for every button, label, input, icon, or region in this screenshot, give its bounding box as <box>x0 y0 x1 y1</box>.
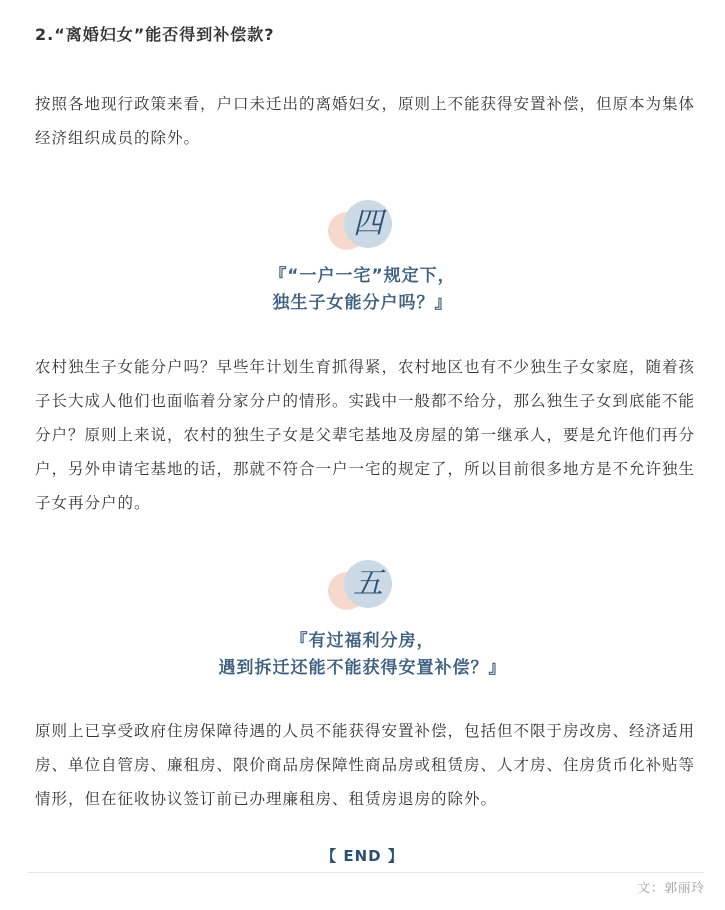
end-mark: 【 END 】 <box>321 847 404 865</box>
section-5-title-line2: 遇到拆迁还能不能获得安置补偿？』 <box>218 658 507 678</box>
section-4-number: 四 <box>353 206 383 241</box>
section-5-paragraph: 原则上已享受政府住房保障待遇的人员不能获得安置补偿，包括但不限于房改房、经济适用房、单位自管房、廉租房、限价商品房保障性商品房或租赁房、人才房、住房货币化补贴等情形，但在征收协议签订前已办理廉租房、租赁房退房的除外。 <box>35 722 696 808</box>
section-5-title-line1: 『有过福利分房， <box>290 631 435 651</box>
section-4-title-line2: 独生子女能分户吗？』 <box>272 293 453 313</box>
section-5-number: 五 <box>353 566 383 601</box>
footer-divider <box>28 872 704 873</box>
section-4-title <box>0 263 725 317</box>
section-5-title <box>0 628 725 682</box>
section-4-paragraph: 农村独生子女能分户吗？早些年计划生育抓得紧，农村地区也有不少独生子女家庭，随着孩子长大成人他们也面临着分家分户的情形。实践中一般都不给分，那么独生子女到底能不能分户？原则上来说，农村的独生子女是父辈宅基地及房屋的第一继承人，要是允许他们再分户，另外申请宅基地的话，那就不符合一户一宅的规定了，所以目前很多地方是不允许独生子女再分户的。 <box>35 358 696 512</box>
section-2-heading: 2.“离婚妇女”能否得到补偿款? <box>35 25 275 44</box>
author-credit: 文：郭丽玲 <box>637 880 705 895</box>
section-2-paragraph: 按照各地现行政策来看，户口未迁出的离婚妇女，原则上不能获得安置补偿，但原本为集体经济组织成员的除外。 <box>35 95 696 147</box>
section-4-number-badge <box>328 200 408 256</box>
section-4-title-line1: 『“一户一宅”规定下， <box>269 266 456 286</box>
section-5-number-badge <box>328 560 408 616</box>
